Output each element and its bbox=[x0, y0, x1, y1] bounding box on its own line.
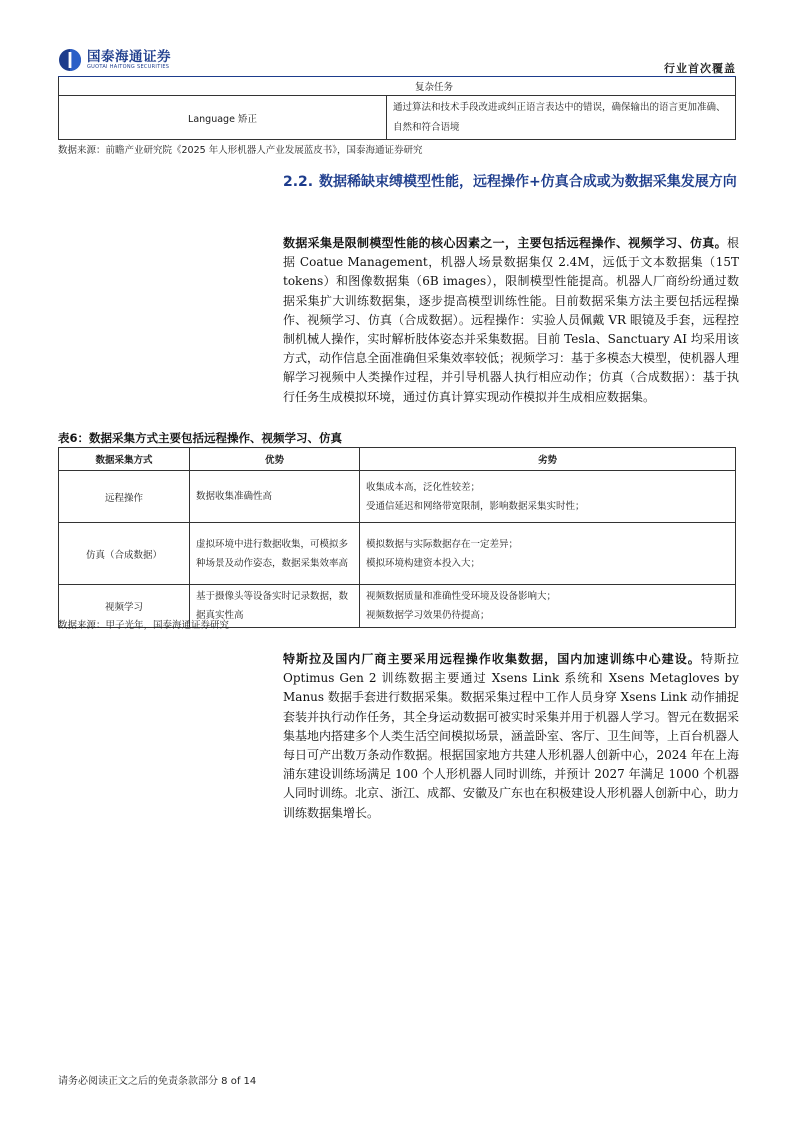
continued-table bbox=[58, 77, 736, 140]
disadvantage-cell bbox=[360, 471, 736, 523]
row-label-cell: Language 矫正 bbox=[59, 96, 387, 140]
method-cell: 远程操作 bbox=[59, 471, 190, 523]
page-footer: 请务必阅读正文之后的免责条款部分 8 of 14 bbox=[58, 1076, 257, 1087]
source-note-1: 数据来源：前瞻产业研究院《2025 年人形机器人产业发展蓝皮书》，国泰海通证券研究 bbox=[58, 145, 423, 156]
section-number: 2.2. bbox=[283, 174, 314, 190]
report-type-label: 行业首次覆盖 bbox=[664, 62, 736, 75]
disadvantage-line: 受通信延迟和网络带宽限制，影响数据采集实时性； bbox=[366, 500, 585, 512]
logo-name-cn: 国泰海通证券 bbox=[87, 49, 171, 65]
company-logo bbox=[58, 48, 171, 72]
row-desc-cell: 通过算法和技术手段改进或纠正语言表达中的错误，确保输出的语言更加准确、自然和符合语境 bbox=[387, 96, 736, 140]
section-heading bbox=[283, 172, 739, 193]
paragraph-2-lead: 特斯拉及国内厂商主要采用远程操作收集数据，国内加速训练中心建设。 bbox=[283, 652, 701, 666]
logo-mark-icon bbox=[58, 48, 82, 72]
body-paragraph-1 bbox=[283, 234, 739, 407]
source-note-2: 数据来源：甲子光年，国泰海通证券研究 bbox=[58, 620, 230, 631]
disadvantage-line: 模拟数据与实际数据存在一定差异； bbox=[366, 538, 519, 550]
table-caption: 表6：数据采集方式主要包括远程操作、视频学习、仿真 bbox=[58, 431, 342, 445]
table-row bbox=[59, 471, 736, 523]
disadvantage-cell bbox=[360, 523, 736, 585]
method-cell: 仿真（合成数据） bbox=[59, 523, 190, 585]
paragraph-1-body: 根据 Coatue Management，机器人场景数据集仅 2.4M，远低于文本数据集（15T tokens）和图像数据集（6B images），限制模型性能提高。机器人厂商纷纷通过数据采集扩大训练数据集，逐步提高模型训练性能。目前数据采集方法主要包括远程操作、视频学习、仿真（合成数据）。远程操作：实验人员佩戴 VR 眼镜及手套，远程控制机械人操作，实时解析肢体姿态并采集数据。目前 Tesla、Sanctuary AI 均采用该方式，动作信息全面准确但采集效率较低；视频学习：基于多模态大模型，使机器人理解学习视频中人类操作过程，并引导机器人执行相应动作；仿真（合成数据）：基于执行任务生成模拟环境，通过仿真计算实现动作模拟并生成相应数据集。 bbox=[283, 236, 740, 404]
table-header-row bbox=[59, 448, 736, 471]
body-paragraph-2 bbox=[283, 650, 739, 823]
table-row bbox=[59, 523, 736, 585]
paragraph-2-body: 特斯拉 Optimus Gen 2 训练数据主要通过 Xsens Link 系统和 Xsens Metagloves by Manus 数据手套进行数据采集。数据采集过程中工作人员身穿 Xsens Link 动作捕捉套装并执行动作任务，其全身运动数据可被实时采集并用于机器人学习。智元在数据采集基地内搭建多个人类生活空间模拟场景，涵盖卧室、客厅、卫生间等，上百台机器人每日可产出数万条动作数据。根据国家地方共建人形机器人创新中心，2024 年在上海浦东建设训练场满足 100 个人形机器人同时训练，并预计 2027 年满足 1000 个机器人同时训练。北京、浙江、成都、安徽及广东也在积极建设人形机器人创新中心，助力训练数据集增长。 bbox=[283, 652, 740, 820]
header-method: 数据采集方式 bbox=[59, 448, 190, 471]
data-collection-table bbox=[58, 447, 736, 628]
advantage-cell: 虚拟环境中进行数据收集，可模拟多种场景及动作姿态，数据采集效率高 bbox=[190, 523, 360, 585]
section-title: 数据稀缺束缚模型性能，远程操作+仿真合成或为数据采集发展方向 bbox=[319, 174, 737, 190]
disadvantage-line: 收集成本高，泛化性较差； bbox=[366, 481, 481, 493]
header-disadvantage: 劣势 bbox=[360, 448, 736, 471]
logo-name-en: GUOTAI HAITONG SECURITIES bbox=[87, 64, 170, 70]
advantage-cell: 数据收集准确性高 bbox=[190, 471, 360, 523]
disadvantage-line: 视频数据质量和准确性受环境及设备影响大； bbox=[366, 591, 557, 602]
header-advantage: 优势 bbox=[190, 448, 360, 471]
advantage-cell: 基于摄像头等设备实时记录数据，数据真实性高 bbox=[190, 585, 360, 628]
disadvantage-line: 视频数据学习效果仍待提高； bbox=[366, 610, 490, 621]
method-cell: 视频学习 bbox=[59, 585, 190, 628]
disadvantage-line: 模拟环境构建资本投入大； bbox=[366, 557, 481, 569]
page-header bbox=[58, 48, 736, 74]
paragraph-1-lead: 数据采集是限制模型性能的核心因素之一，主要包括远程操作、视频学习、仿真。 bbox=[283, 236, 727, 250]
continued-cell: 复杂任务 bbox=[59, 77, 736, 96]
disadvantage-cell bbox=[360, 585, 736, 628]
